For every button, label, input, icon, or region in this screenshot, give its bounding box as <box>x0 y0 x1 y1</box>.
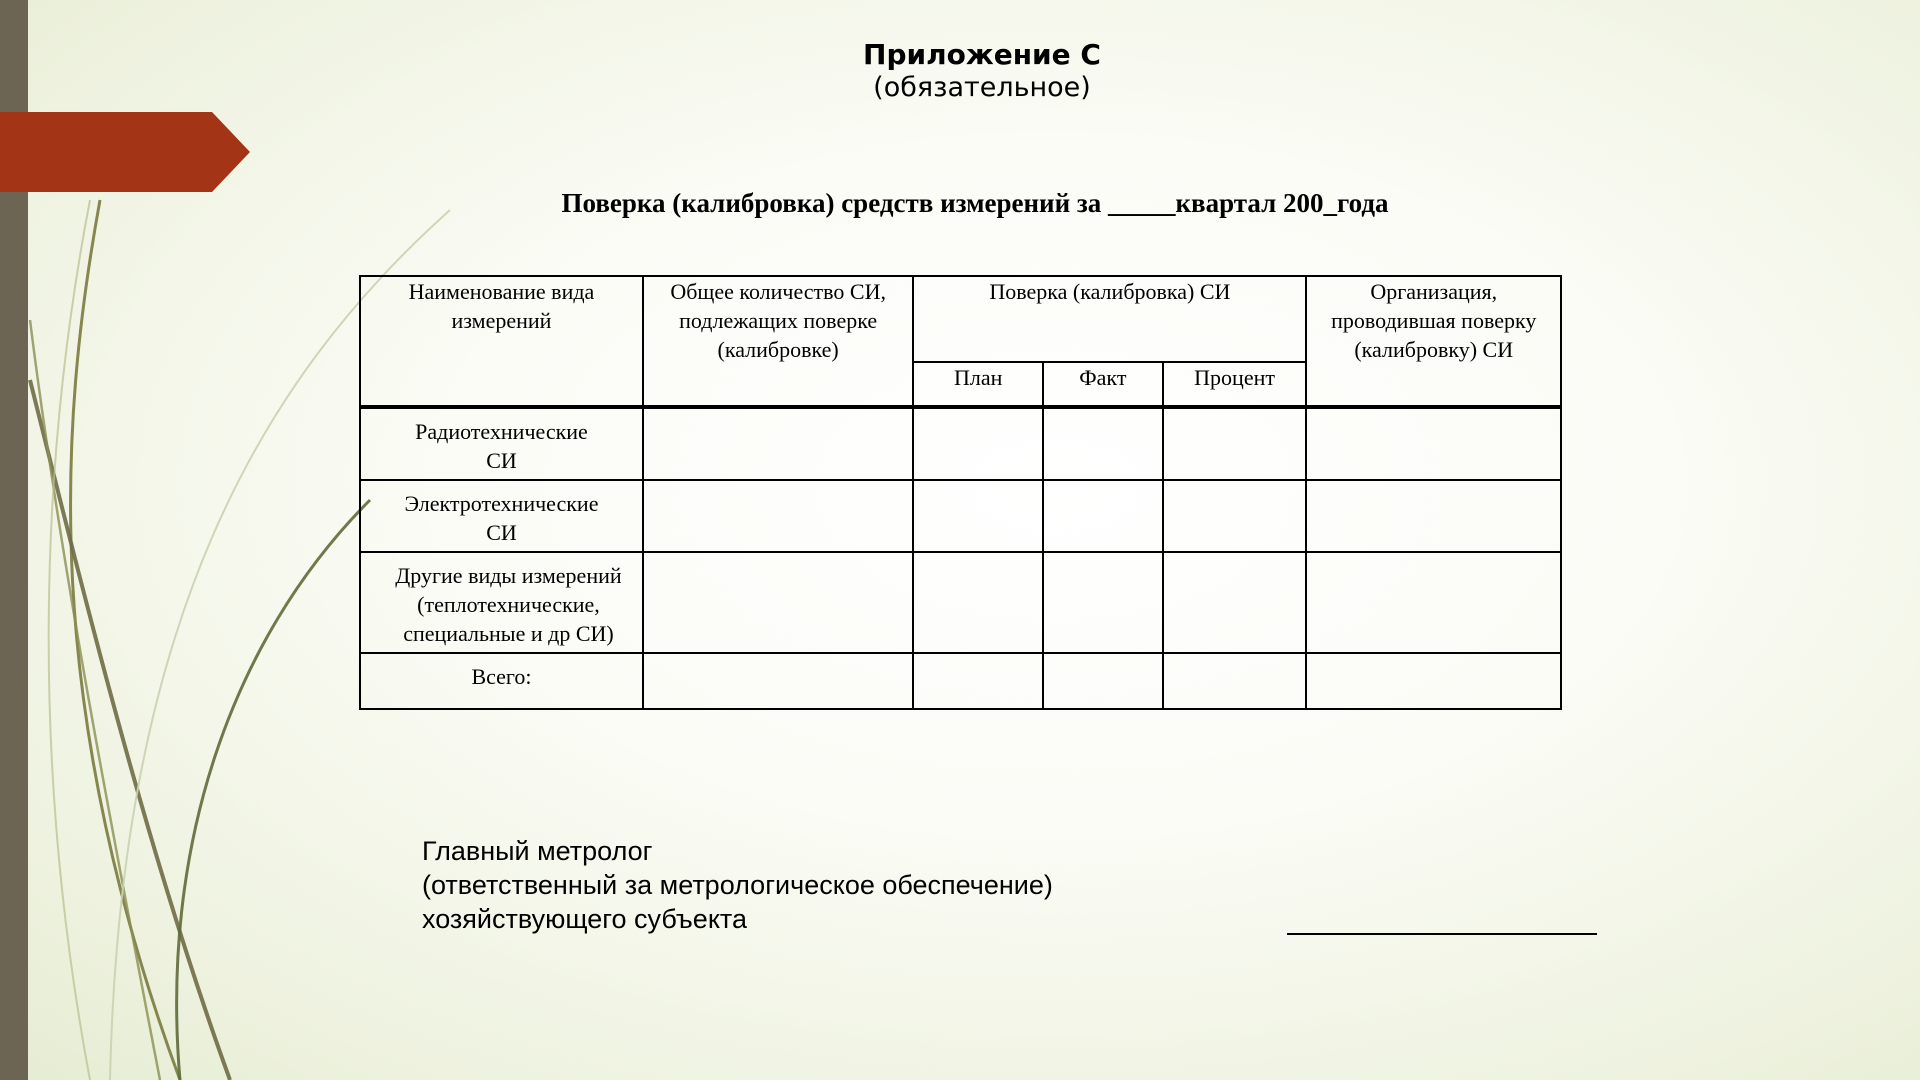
appendix-title: Приложение С <box>863 38 1101 71</box>
header-total-count: Общее количество СИ, подлежащих поверке (калибровке) <box>643 276 913 407</box>
table-cell <box>913 480 1043 552</box>
table-cell <box>1043 653 1163 709</box>
table-cell <box>1163 480 1307 552</box>
table-row <box>360 552 1561 653</box>
appendix-subtitle: (обязательное) <box>873 72 1091 103</box>
row-label: Электротехнические СИ <box>360 480 643 552</box>
table-cell <box>1043 407 1163 480</box>
signature-role: (ответственный за метрологическое обеспечение) <box>422 870 1053 900</box>
verification-table <box>359 275 1562 710</box>
row-label: Всего: <box>360 653 643 709</box>
table-cell <box>1306 407 1561 480</box>
table-cell <box>1163 653 1307 709</box>
table-cell <box>643 480 913 552</box>
signature-block <box>422 834 1053 936</box>
header-fact: Факт <box>1043 362 1163 407</box>
table-cell <box>913 653 1043 709</box>
table-cell <box>1306 653 1561 709</box>
table-cell <box>1163 552 1307 653</box>
table-cell <box>1306 552 1561 653</box>
header-measurement-type: Наименование вида измерений <box>360 276 643 407</box>
header-verification-group: Поверка (калибровка) СИ <box>913 276 1306 362</box>
table-cell <box>1163 407 1307 480</box>
header-percent: Процент <box>1163 362 1307 407</box>
decorative-curve <box>30 320 160 1080</box>
signature-line <box>1287 933 1597 935</box>
table-cell <box>643 407 913 480</box>
decorative-curve <box>30 380 230 1080</box>
table-row <box>360 407 1561 480</box>
table-cell <box>643 653 913 709</box>
row-label: Радиотехнические СИ <box>360 407 643 480</box>
table-cell <box>1306 480 1561 552</box>
decorative-curve <box>177 500 370 1080</box>
table-cell <box>643 552 913 653</box>
report-heading: Поверка (калибровка) средств измерений за _____квартал 200_года <box>561 188 1389 218</box>
left-accent-bar <box>0 0 28 1080</box>
header-organization: Организация, проводившая поверку (калибровку) СИ <box>1306 276 1561 407</box>
table-row <box>360 480 1561 552</box>
table-cell <box>913 552 1043 653</box>
signature-entity: хозяйствующего субъекта <box>422 904 748 934</box>
decorative-curve <box>49 200 90 1080</box>
table-cell <box>1043 480 1163 552</box>
table-cell <box>913 407 1043 480</box>
accent-arrow-shape <box>0 112 250 192</box>
row-label: Другие виды измерений (теплотехнические, специальные и др СИ) <box>360 552 643 653</box>
decorative-curve <box>71 200 180 1080</box>
table-cell <box>1043 552 1163 653</box>
table-row <box>360 653 1561 709</box>
header-plan: План <box>913 362 1043 407</box>
signature-title: Главный метролог <box>422 836 653 866</box>
